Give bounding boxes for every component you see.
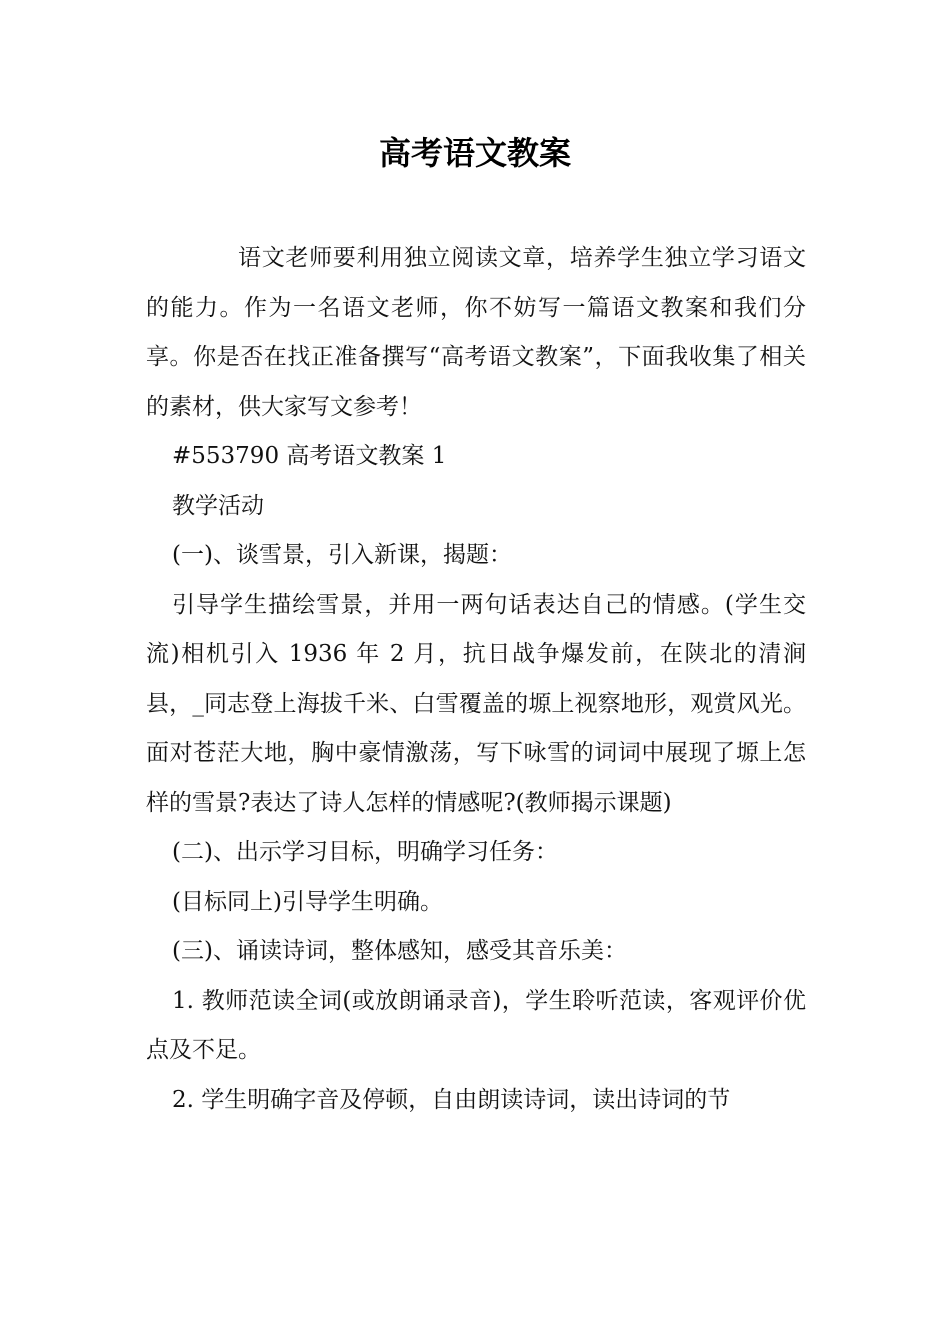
intro-paragraph: 语文老师要利用独立阅读文章，培养学生独立学习语文的能力。作为一名语文老师，你不妨写一篇语文教案和我们分享。你是否在找正准备撰写“高考语文教案”，下面我收集了相关的素材，供大家写文参考！ <box>146 245 806 420</box>
list-item: 2. 学生明确字音及停顿，自由朗读诗词，读出诗词的节 <box>172 1086 731 1113</box>
body-paragraph: 引导学生描绘雪景，并用一两句话表达自己的情感。(学生交流)相机引入 1936 年 2 月，抗日战争爆发前，在陕北的清涧县，_同志登上海拔千米、白雪覆盖的塬上视察地形，观赏风光。面对苍茫大地，胸中豪情激荡，写下咏雪的词词中展现了塬上怎样的雪景?表达了诗人怎样的情感呢?(教师揭示课题) <box>146 591 806 816</box>
body-paragraph: (目标同上)引导学生明确。 <box>172 888 443 915</box>
document-title: 高考语文教案 <box>378 134 571 172</box>
list-item: 1. 教师范读全词(或放朗诵录音)，学生聆听范读，客观评价优点及不足。 <box>146 987 806 1063</box>
document-body <box>146 234 806 1125</box>
step-heading-3: (三)、诵读诗词，整体感知，感受其音乐美： <box>172 938 627 964</box>
step-heading-1: (一)、谈雪景，引入新课，揭题： <box>172 542 512 568</box>
section-heading: #553790 高考语文教案 1 <box>172 443 447 469</box>
step-heading-2: (二)、出示学习目标，明确学习任务： <box>172 839 558 865</box>
subsection-heading: 教学活动 <box>172 492 264 519</box>
